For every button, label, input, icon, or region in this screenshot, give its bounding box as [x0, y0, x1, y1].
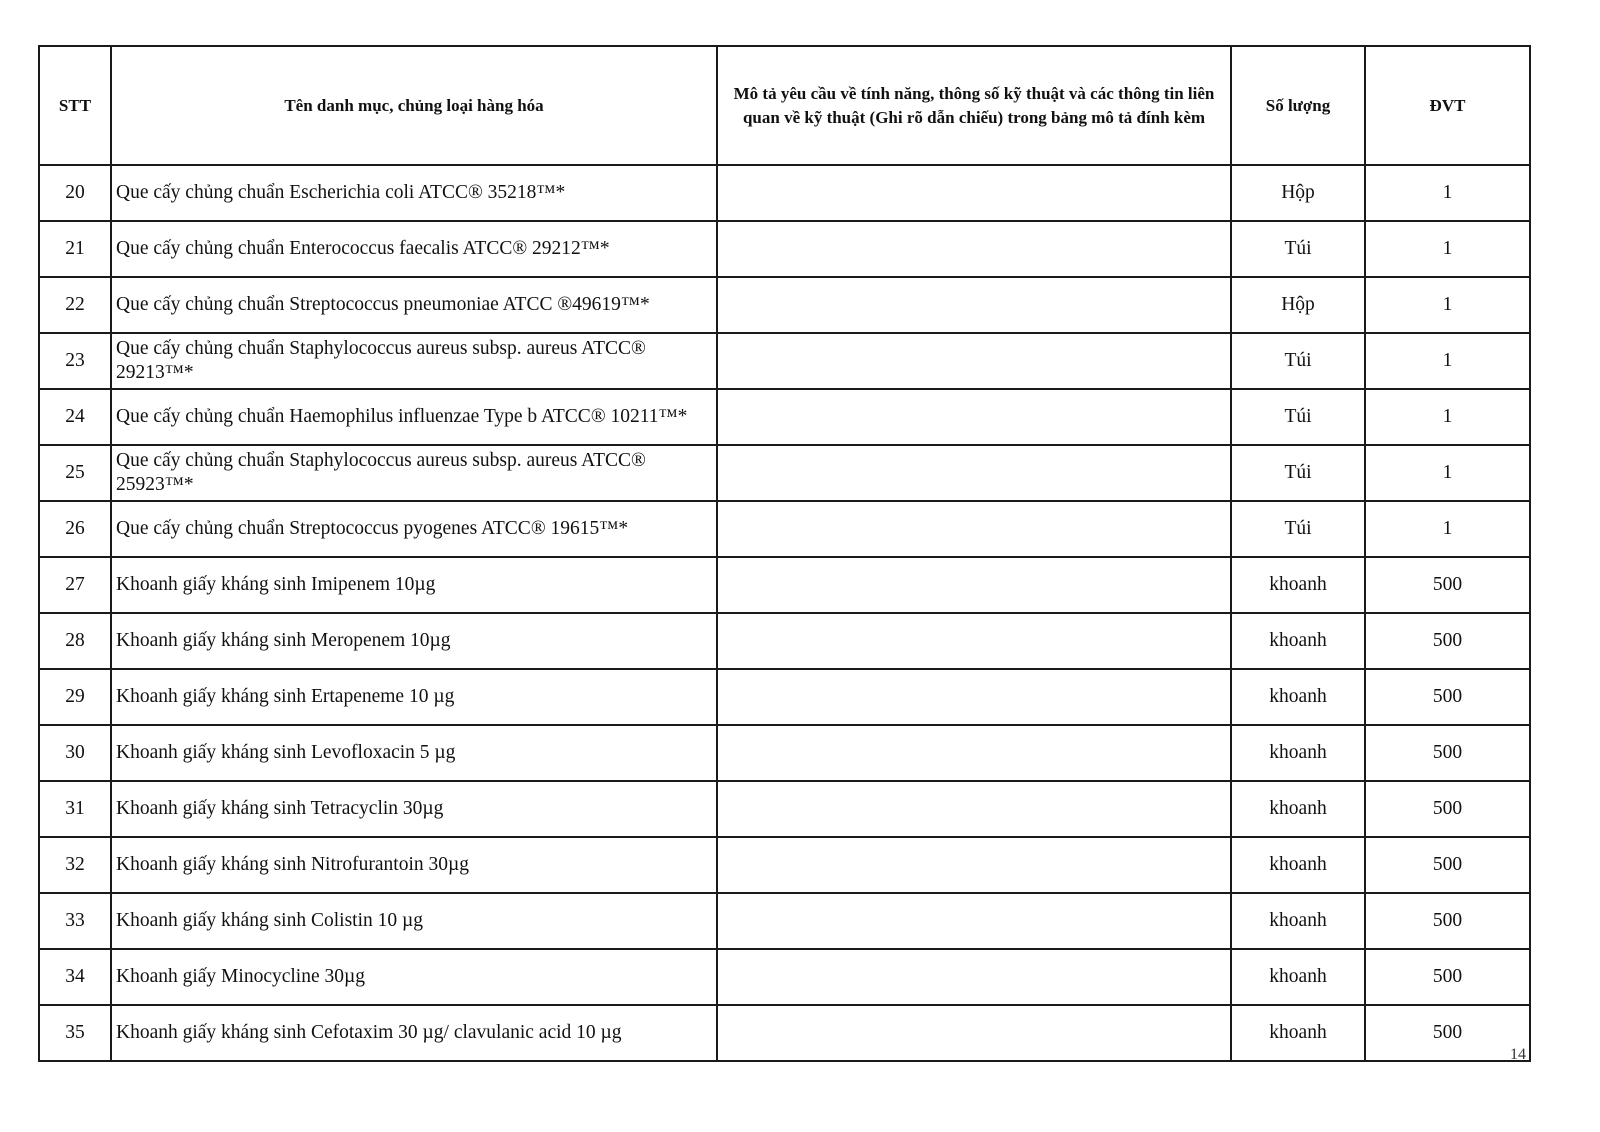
goods-table: [38, 45, 1531, 1062]
cell-unit: 500: [1365, 781, 1530, 837]
header-unit: ĐVT: [1365, 46, 1530, 165]
cell-unit: 500: [1365, 669, 1530, 725]
cell-item-name: Khoanh giấy kháng sinh Imipenem 10µg: [111, 557, 717, 613]
table-row: [39, 725, 1530, 781]
cell-unit: 500: [1365, 1005, 1530, 1061]
table-row: [39, 277, 1530, 333]
cell-stt: 24: [39, 389, 111, 445]
cell-unit: 500: [1365, 725, 1530, 781]
cell-quantity: khoanh: [1231, 893, 1365, 949]
cell-item-name: Khoanh giấy kháng sinh Levofloxacin 5 µg: [111, 725, 717, 781]
table-row: [39, 837, 1530, 893]
cell-description: [717, 333, 1231, 389]
cell-stt: 27: [39, 557, 111, 613]
table-body: [39, 165, 1530, 1061]
table-row: [39, 1005, 1530, 1061]
cell-description: [717, 949, 1231, 1005]
cell-quantity: khoanh: [1231, 669, 1365, 725]
cell-unit: 1: [1365, 165, 1530, 221]
cell-item-name: Que cấy chủng chuẩn Streptococcus pneumoniae ATCC ®49619™*: [111, 277, 717, 333]
cell-stt: 30: [39, 725, 111, 781]
table-row: [39, 669, 1530, 725]
table-row: [39, 949, 1530, 1005]
cell-description: [717, 221, 1231, 277]
cell-description: [717, 277, 1231, 333]
cell-item-name: Que cấy chủng chuẩn Streptococcus pyogenes ATCC® 19615™*: [111, 501, 717, 557]
cell-item-name: Khoanh giấy kháng sinh Nitrofurantoin 30µg: [111, 837, 717, 893]
cell-quantity: Túi: [1231, 389, 1365, 445]
cell-unit: 500: [1365, 893, 1530, 949]
cell-unit: 500: [1365, 837, 1530, 893]
cell-item-name: Que cấy chủng chuẩn Staphylococcus aureus subsp. aureus ATCC® 29213™*: [111, 333, 717, 389]
cell-stt: 22: [39, 277, 111, 333]
cell-quantity: Hộp: [1231, 277, 1365, 333]
cell-quantity: khoanh: [1231, 1005, 1365, 1061]
cell-unit: 1: [1365, 501, 1530, 557]
cell-stt: 21: [39, 221, 111, 277]
table-row: [39, 221, 1530, 277]
table-row: [39, 557, 1530, 613]
cell-description: [717, 837, 1231, 893]
header-item-name: Tên danh mục, chủng loại hàng hóa: [111, 46, 717, 165]
cell-quantity: Túi: [1231, 445, 1365, 501]
cell-item-name: Que cấy chủng chuẩn Enterococcus faecalis ATCC® 29212™*: [111, 221, 717, 277]
cell-unit: 500: [1365, 613, 1530, 669]
table-row: [39, 781, 1530, 837]
cell-description: [717, 1005, 1231, 1061]
cell-quantity: Túi: [1231, 221, 1365, 277]
cell-description: [717, 445, 1231, 501]
cell-unit: 500: [1365, 949, 1530, 1005]
cell-description: [717, 613, 1231, 669]
header-quantity: Số lượng: [1231, 46, 1365, 165]
cell-description: [717, 893, 1231, 949]
cell-description: [717, 389, 1231, 445]
cell-quantity: Túi: [1231, 501, 1365, 557]
cell-item-name: Khoanh giấy kháng sinh Colistin 10 µg: [111, 893, 717, 949]
cell-stt: 25: [39, 445, 111, 501]
cell-quantity: Hộp: [1231, 165, 1365, 221]
cell-stt: 26: [39, 501, 111, 557]
cell-item-name: Khoanh giấy kháng sinh Tetracyclin 30µg: [111, 781, 717, 837]
cell-stt: 35: [39, 1005, 111, 1061]
cell-quantity: Túi: [1231, 333, 1365, 389]
cell-description: [717, 669, 1231, 725]
cell-quantity: khoanh: [1231, 837, 1365, 893]
table-row: [39, 333, 1530, 389]
cell-quantity: khoanh: [1231, 557, 1365, 613]
cell-quantity: khoanh: [1231, 949, 1365, 1005]
cell-item-name: Que cấy chủng chuẩn Escherichia coli ATCC® 35218™*: [111, 165, 717, 221]
cell-item-name: Khoanh giấy Minocycline 30µg: [111, 949, 717, 1005]
table-row: [39, 445, 1530, 501]
cell-item-name: Que cấy chủng chuẩn Haemophilus influenzae Type b ATCC® 10211™*: [111, 389, 717, 445]
cell-description: [717, 501, 1231, 557]
cell-item-name: Khoanh giấy kháng sinh Meropenem 10µg: [111, 613, 717, 669]
cell-stt: 33: [39, 893, 111, 949]
table-row: [39, 165, 1530, 221]
header-stt: STT: [39, 46, 111, 165]
cell-description: [717, 557, 1231, 613]
cell-unit: 1: [1365, 333, 1530, 389]
cell-description: [717, 725, 1231, 781]
cell-stt: 34: [39, 949, 111, 1005]
cell-unit: 1: [1365, 221, 1530, 277]
table-row: [39, 389, 1530, 445]
cell-stt: 32: [39, 837, 111, 893]
cell-item-name: Khoanh giấy kháng sinh Ertapeneme 10 µg: [111, 669, 717, 725]
header-description: Mô tả yêu cầu về tính năng, thông số kỹ thuật và các thông tin liên quan về kỹ thuật (Ghi rõ dẫn chiếu) trong bảng mô tả đính kèm: [717, 46, 1231, 165]
cell-stt: 29: [39, 669, 111, 725]
cell-item-name: Khoanh giấy kháng sinh Cefotaxim 30 µg/ clavulanic acid 10 µg: [111, 1005, 717, 1061]
cell-unit: 1: [1365, 389, 1530, 445]
cell-quantity: khoanh: [1231, 781, 1365, 837]
table-header-row: [39, 46, 1530, 165]
cell-stt: 28: [39, 613, 111, 669]
cell-stt: 31: [39, 781, 111, 837]
cell-quantity: khoanh: [1231, 725, 1365, 781]
cell-description: [717, 781, 1231, 837]
table-row: [39, 893, 1530, 949]
cell-description: [717, 165, 1231, 221]
cell-stt: 20: [39, 165, 111, 221]
cell-quantity: khoanh: [1231, 613, 1365, 669]
cell-item-name: Que cấy chủng chuẩn Staphylococcus aureus subsp. aureus ATCC® 25923™*: [111, 445, 717, 501]
cell-unit: 1: [1365, 445, 1530, 501]
page-number: 14: [1510, 1046, 1526, 1063]
cell-stt: 23: [39, 333, 111, 389]
table-row: [39, 613, 1530, 669]
table-row: [39, 501, 1530, 557]
cell-unit: 1: [1365, 277, 1530, 333]
cell-unit: 500: [1365, 557, 1530, 613]
